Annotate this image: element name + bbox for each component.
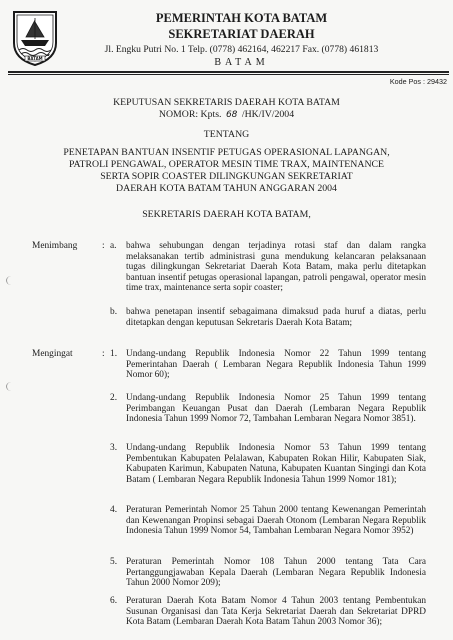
item-marker: 5. <box>110 557 118 567</box>
item-marker: 3. <box>110 443 118 453</box>
subject-line: DAERAH KOTA BATAM TAHUN ANGGARAN 2004 <box>116 183 337 194</box>
menimbang-item-b: bahwa penetapan insentif sebagaimana dimaksud pada huruf a diatas, perlu ditetapkan dengan keputusan Sekretaris Daerah Kota Batam; <box>126 307 426 328</box>
mengingat-label: Mengingat <box>32 349 73 359</box>
mengingat-item-2: Undang-undang Republik Indonesia Nomor 25 Tahun 1999 tentang Perimbangan Keuangan Pusat dan Daerah (Lembaran Negara Republik Indonesia Tahun 1999 Nomor 72, Tambahan Lembaran Negara Nomor 3851). <box>126 393 426 425</box>
mengingat-item-3: Undang-undang Republik Indonesia Nomor 53 Tahun 1999 tentang Pembentukan Kabupaten Pelalawan, Kabupaten Rokan Hilir, Kabupaten Siak, Kabupaten Karimun, Kabupaten Natuna, Kabupaten Kuantan Singingi dan Kota Batam ( Lembaran Negara Republik Indonesia Tahun 1999 Nomor 181); <box>126 443 426 485</box>
org-address: Jl. Engku Putri No. 1 Telp. (0778) 462164, 462217 Fax. (0778) 461813 <box>104 44 379 55</box>
org-name-line2: SEKRETARIAT DAERAH <box>168 27 315 41</box>
menimbang-label: Menimbang <box>32 241 78 251</box>
item-marker: b. <box>110 307 118 317</box>
mengingat-item-6: Peraturan Daerah Kota Batam Nomor 4 Tahun 2003 tentang Pembentukan Susunan Organisasi dan Tata Kerja Sekretariat Daerah dan Sekretariat DPRD Kota Batam (Lembaran Daerah Kota Batam Tahun 2003 Nomor 36); <box>126 596 426 628</box>
letterhead-rule-thick <box>8 71 449 73</box>
subject-line: SERTA SOPIR COASTER DILINGKUNGAN SEKRETARIAT <box>100 171 353 182</box>
org-name-line1: PEMERINTAH KOTA BATAM <box>155 11 328 25</box>
item-marker: 6. <box>110 596 118 606</box>
subject-line: PENETAPAN BANTUAN INSENTIF PETUGAS OPERASIONAL LAPANGAN, <box>63 147 390 158</box>
punch-hole-mark <box>6 276 16 285</box>
tentang-heading: TENTANG <box>203 129 250 140</box>
decree-title: KEPUTUSAN SEKRETARIS DAERAH KOTA BATAM <box>113 97 340 108</box>
svg-text:BATAM: BATAM <box>27 56 43 61</box>
punch-hole-mark <box>6 382 16 391</box>
item-marker: 2. <box>110 393 118 403</box>
postal-code: Kode Pos : 29432 <box>389 77 447 86</box>
mengingat-item-4: Peraturan Pemerintah Nomor 25 Tahun 2000 tentang Kewenangan Pemerintah dan Kewenangan Propinsi sebagai Daerah Otonom (Lembaran Negara Republik Indonesia Tahun 1999 Nomor 54, Tambahan Lembaran Negara Nomor 3952) <box>126 505 426 537</box>
org-city: BATAM <box>214 57 269 68</box>
decree-number-suffix: /HK/IV/2004 <box>241 109 295 120</box>
decree-number <box>0 109 453 122</box>
mengingat-colon: : <box>102 349 105 359</box>
decree-number-handwritten: 68 <box>225 110 238 120</box>
mengingat-item-1: Undang-undang Republik Indonesia Nomor 22 Tahun 1999 tentang Pemerintahan Daerah ( Lembaran Negara Republik Indonesia Tahun 1999 Nomor 60); <box>126 349 426 381</box>
decree-number-prefix: NOMOR: Kpts. <box>158 109 222 120</box>
mengingat-item-5: Peraturan Pemerintah Nomor 108 Tahun 2000 tentang Tata Cara Pertanggungjawaban Kepala Daerah (Lembaran Negara Republik Indonesia Tahun 2000 Nomor 209); <box>126 557 426 589</box>
issuer-line: SEKRETARIS DAERAH KOTA BATAM, <box>142 209 311 220</box>
menimbang-item-a: bahwa sehubungan dengan terjadinya rotasi staf dan dalam rangka melaksanakan tertib administrasi guna mendukung kelancaran pelaksanaan tugas dilingkungan Sekretariat Daerah Kota Batam, maka perlu ditetapkan bantuan insentif petugas operasional lapangan, patroli pengawal, operator mesin time trax, maintenance serta sopir coaster; <box>126 241 426 294</box>
item-marker: 1. <box>110 349 118 359</box>
item-marker: a. <box>110 241 117 251</box>
subject-line: PATROLI PENGAWAL, OPERATOR MESIN TIME TRAX, MAINTENANCE <box>68 159 385 170</box>
menimbang-colon: : <box>102 241 105 251</box>
item-marker: 4. <box>110 505 118 515</box>
letterhead-rule-thin <box>8 74 449 75</box>
